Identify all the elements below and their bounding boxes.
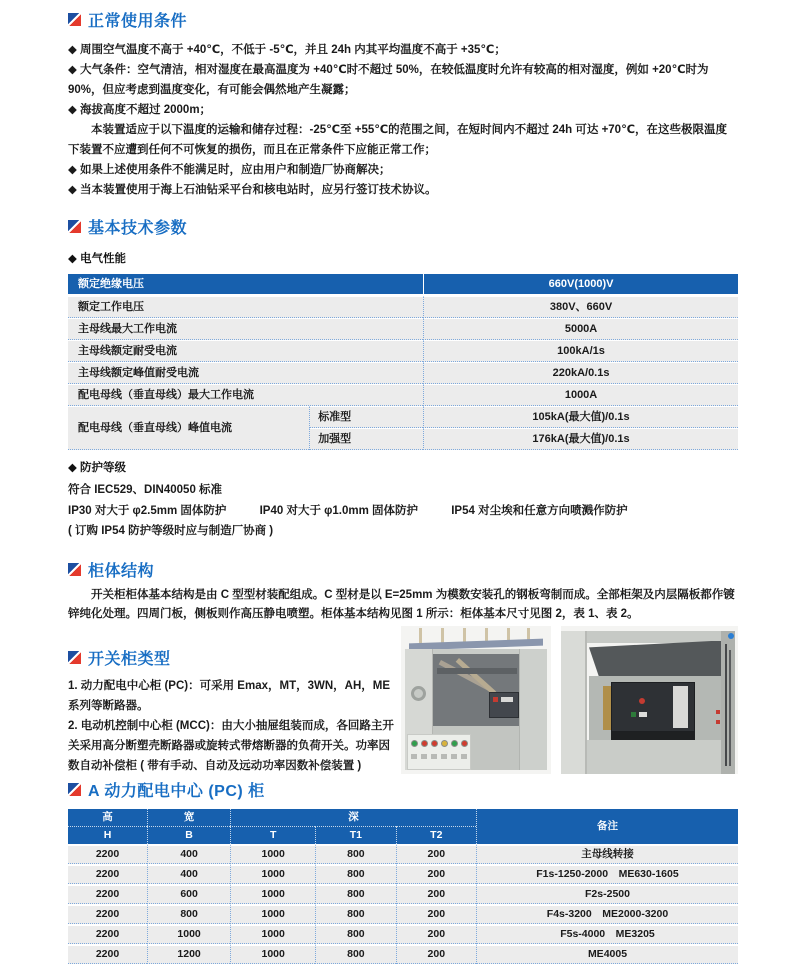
switchgear-photos <box>401 626 738 776</box>
table-row <box>68 406 738 428</box>
col-subheader: H <box>68 826 147 844</box>
compartment-shadow <box>589 641 721 679</box>
section-logo-icon <box>68 783 81 796</box>
indicator-lamp <box>421 740 428 747</box>
breaker-base <box>611 732 695 740</box>
label-plate <box>461 754 467 759</box>
param-value: 220kA/0.1s <box>423 362 738 384</box>
types-and-photos-row <box>68 626 738 776</box>
open-door <box>561 631 587 774</box>
cell: 2200 <box>68 924 147 944</box>
indicator-lamp <box>431 740 438 747</box>
section-logo-icon <box>68 220 81 233</box>
table-row <box>68 844 738 864</box>
indicator-lamp <box>461 740 468 747</box>
cell: 200 <box>396 944 476 964</box>
cell: 1000 <box>230 904 315 924</box>
table-row <box>68 864 738 884</box>
ip-rating: IP30 对大于 φ2.5mm 固体防护 <box>68 504 227 517</box>
ip-rating: IP54 对尘埃和任意方向喷溅作防护 <box>451 504 628 517</box>
cell: 800 <box>315 884 395 904</box>
breaker-button <box>639 698 645 704</box>
cell: 2200 <box>68 884 147 904</box>
pc-dimensions-table <box>68 809 738 964</box>
cell: 2200 <box>68 904 147 924</box>
panel-cutout <box>411 686 426 701</box>
breaker-label-strip <box>673 686 688 728</box>
condition-item: ◆ 周围空气温度不高于 +40℃，不低于 -5℃，并且 24h 内其平均温度不高于 +35℃； <box>68 44 506 56</box>
section-logo-icon <box>68 651 81 664</box>
condition-item: ◆ 如果上述使用条件不能满足时，应由用户和制造厂协商解决； <box>68 164 391 176</box>
label-plate <box>431 754 437 759</box>
cell: 800 <box>315 944 395 964</box>
breaker-label <box>501 697 513 702</box>
param-label: 主母线额定峰值耐受电流 <box>68 362 423 384</box>
cell: 1000 <box>230 944 315 964</box>
param-label: 主母线额定耐受电流 <box>68 340 423 362</box>
pc-cabinet-section <box>68 778 738 964</box>
param-value: 176kA(最大值)/0.1s <box>423 428 738 450</box>
cell: 800 <box>147 904 230 924</box>
cable <box>729 650 731 766</box>
col-subheader: B <box>147 826 230 844</box>
ip-rating: IP40 对大于 φ1.0mm 固体防护 <box>259 504 419 517</box>
col-subheader: T1 <box>315 826 395 844</box>
section-title-types <box>68 646 401 669</box>
cell: 800 <box>315 864 395 884</box>
protection-standards: 符合 IEC529、DIN40050 标准 <box>68 484 223 496</box>
indicator-panel <box>407 734 471 770</box>
busbar-post <box>441 628 444 643</box>
section-title-text: 柜体结构 <box>88 562 155 580</box>
cell: 800 <box>315 904 395 924</box>
param-label: 配电母线（垂直母线）峰值电流 <box>68 406 309 450</box>
structure-paragraph: 开关柜柜体基本结构是由 C 型型材装配组成。C 型材是以 E=25mm 为模数安装孔的钢板弯制而成。全部柜架及内层隔板都作镀锌纯化处理。四周门板，侧板则作高压静电喷塑。柜体基本结构见图 1 所示：柜体基本尺寸见图 2，表 1、表 2。 <box>68 588 735 620</box>
indicator-lamp <box>441 740 448 747</box>
section-title-text: 基本技术参数 <box>88 220 188 237</box>
cell: 400 <box>147 844 230 864</box>
electrical-performance-heading: ◆ 电气性能 <box>68 253 127 265</box>
cell: 200 <box>396 924 476 944</box>
cell: 1000 <box>230 884 315 904</box>
electrical-parameters-table <box>68 273 738 450</box>
cable <box>725 644 727 766</box>
cell: 1000 <box>147 924 230 944</box>
types-list <box>68 676 401 776</box>
cell: 1200 <box>147 944 230 964</box>
cell-note: F2s-2500 <box>476 884 738 904</box>
condition-item: ◆ 当本装置使用于海上石油钻采平台和核电站时，应另行签订技术协议。 <box>68 184 437 196</box>
protection-block <box>68 480 738 542</box>
section-title-text: 正常使用条件 <box>88 13 188 30</box>
section-title-text: A 动力配电中心 (PC) 柜 <box>88 782 265 800</box>
cell: 1000 <box>230 844 315 864</box>
type-item: 1. 动力配电中心柜 (PC)：可采用 Emax，MT，3WN，AH，ME 系列等断路器。 <box>68 679 391 712</box>
variant-type: 标准型 <box>309 406 423 428</box>
section-title-structure <box>68 558 738 581</box>
cabinet-top <box>587 631 721 643</box>
table-row <box>68 296 738 318</box>
section-title-text: 开关柜类型 <box>88 650 171 668</box>
busbar-post <box>463 628 466 643</box>
param-label: 额定工作电压 <box>68 296 423 318</box>
condition-item: ◆ 大气条件：空气清洁，相对湿度在最高温度为 +40℃时不超过 50%，在较低温度时允许有较高的相对湿度，例如 +20℃时为 90%，但应考虑到温度变化，有可能会偶然地产生凝露； <box>68 64 709 96</box>
cell: 1000 <box>230 864 315 884</box>
lower-panel <box>587 740 721 774</box>
section-title-conditions <box>68 8 738 31</box>
molded-case-breaker <box>489 692 519 718</box>
param-value: 380V、660V <box>423 296 738 318</box>
table-row <box>68 924 738 944</box>
cell: 2200 <box>68 864 147 884</box>
section-title-parameters <box>68 215 738 238</box>
indicator-dot <box>716 720 720 724</box>
condition-item: 本装置适应于以下温度的运输和储存过程：-25℃至 +55℃的范围之间，在短时间内不超过 24h 可达 +70℃，在这些极限温度下装置不应遭到任何不可恢复的损伤，而且在正常条件下应能正常工作； <box>68 124 728 156</box>
cell-note: F4s-3200 ME2000-3200 <box>476 904 738 924</box>
cell: 2200 <box>68 844 147 864</box>
table-row <box>68 944 738 964</box>
cell: 800 <box>315 844 395 864</box>
param-value: 105kA(最大值)/0.1s <box>423 406 738 428</box>
param-value: 100kA/1s <box>423 340 738 362</box>
cell: 200 <box>396 864 476 884</box>
cell: 200 <box>396 904 476 924</box>
table-row <box>68 384 738 406</box>
label-plate <box>411 754 417 759</box>
table-row <box>68 318 738 340</box>
indicator-lamp <box>451 740 458 747</box>
label-plate <box>441 754 447 759</box>
cabinet-frame <box>721 631 735 774</box>
section-title-pc <box>68 778 738 801</box>
switchgear-photo-breaker-compartment <box>561 626 738 774</box>
busbar <box>437 668 517 674</box>
switchgear-photo-open-cabinet <box>401 626 551 774</box>
header-value-cell: 660V(1000)V <box>423 273 738 296</box>
cell-note: ME4005 <box>476 944 738 964</box>
section-logo-icon <box>68 13 81 26</box>
protection-note: ( 订购 IP54 防护等级时应与制造厂协商 ) <box>68 525 274 537</box>
busbar-post <box>419 628 422 643</box>
table-header-row <box>68 809 738 826</box>
col-header-width: 宽 <box>147 809 230 826</box>
brand-dot <box>728 633 734 639</box>
protection-heading: ◆ 防护等级 <box>68 462 127 474</box>
table-row <box>68 884 738 904</box>
cell: 2200 <box>68 944 147 964</box>
table-row <box>68 362 738 384</box>
variant-type: 加强型 <box>309 428 423 450</box>
cell-note: 主母线转接 <box>476 844 738 864</box>
breaker-window <box>639 712 647 717</box>
type-item: 2. 电动机控制中心柜 (MCC)：由大小抽屉组装而成，各回路主开关采用高分断塑壳断路器或旋转式带熔断器的负荷开关。功率因数自动补偿柜 ( 带有手动、自动及远动功率因数补偿装置 ) <box>68 719 394 772</box>
protection-ip-line <box>68 501 738 522</box>
cell: 200 <box>396 844 476 864</box>
param-value: 5000A <box>423 318 738 340</box>
condition-item: ◆ 海拔高度不超过 2000m； <box>68 104 212 116</box>
param-label: 配电母线（垂直母线）最大工作电流 <box>68 384 423 406</box>
side-panel <box>519 649 547 770</box>
cell: 800 <box>315 924 395 944</box>
types-column <box>68 626 401 776</box>
col-subheader: T <box>230 826 315 844</box>
indicator-lamp <box>411 740 418 747</box>
breaker-indicator <box>493 697 498 702</box>
param-value: 1000A <box>423 384 738 406</box>
cell: 1000 <box>230 924 315 944</box>
label-plate <box>421 754 427 759</box>
table-header-row <box>68 273 738 296</box>
header-label-cell: 额定绝缘电压 <box>68 273 423 296</box>
label-plate <box>451 754 457 759</box>
cell: 600 <box>147 884 230 904</box>
col-header-depth: 深 <box>230 809 476 826</box>
col-subheader: T2 <box>396 826 476 844</box>
indicator-dot <box>716 710 720 714</box>
breaker-indicator <box>631 712 636 717</box>
conditions-list <box>68 40 738 200</box>
param-label: 主母线最大工作电流 <box>68 318 423 340</box>
col-header-note: 备注 <box>476 809 738 844</box>
table-row <box>68 904 738 924</box>
cell: 400 <box>147 864 230 884</box>
section-logo-icon <box>68 563 81 576</box>
cell: 200 <box>396 884 476 904</box>
col-header-height: 高 <box>68 809 147 826</box>
cell-note: F1s-1250-2000 ME630-1605 <box>476 864 738 884</box>
table-row <box>68 340 738 362</box>
cell-note: F5s-4000 ME3205 <box>476 924 738 944</box>
